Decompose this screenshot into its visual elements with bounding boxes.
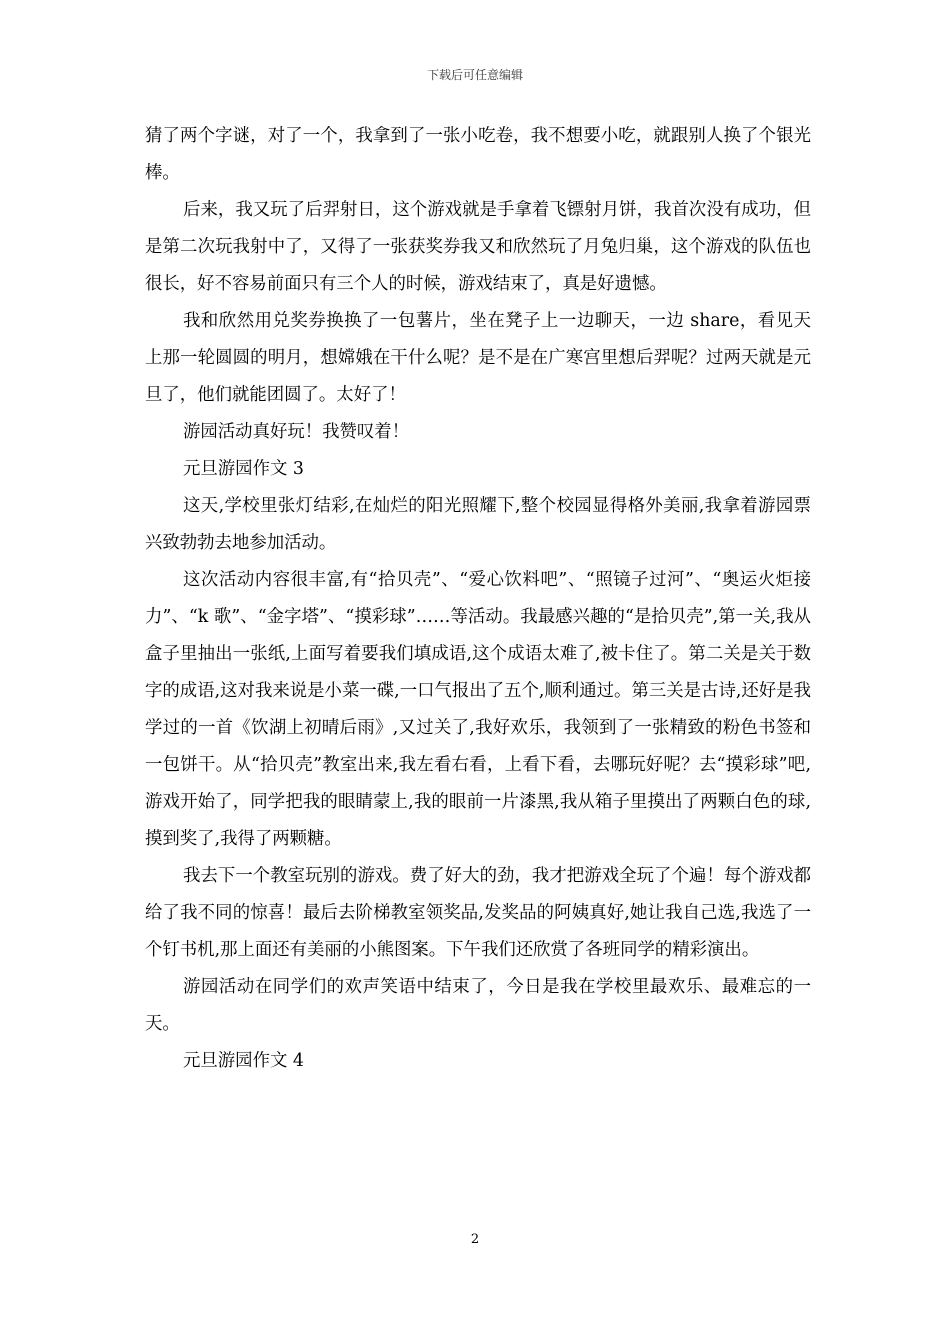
paragraph: 猜了两个字谜，对了一个，我拿到了一张小吃卷，我不想要小吃，就跟别人换了个银光棒。 — [145, 126, 811, 183]
paragraph: 后来，我又玩了后羿射日，这个游戏就是手拿着飞镖射月饼，我首次没有成功，但是第二次玩我射中了，又得了一张获奖券我又和欣然玩了月兔归巢，这个游戏的队伍也很长，好不容易前面只有三个人的时候，游戏结束了，真是好遗憾。 — [145, 200, 811, 294]
paragraph: 我去下一个教室玩别的游戏。费了好大的劲，我才把游戏全玩了个遍！每个游戏都给了我不同的惊喜！最后去阶梯教室领奖品,发奖品的阿姨真好,她让我自己选,我选了一个钉书机,那上面还有美丽的小熊图案。下午我们还欣赏了各班同学的精彩演出。 — [145, 866, 811, 960]
paragraph: 游园活动在同学们的欢声笑语中结束了，今日是我在学校里最欢乐、最难忘的一天。 — [145, 977, 811, 1034]
paragraph: 这次活动内容很丰富,有“拾贝壳”、“爱心饮料吧”、“照镜子过河”、“奥运火炬接力”、“k 歌”、“金字塔”、“摸彩球”……等活动。我最感兴趣的“是拾贝壳”,第一关,我从盒子里抽出一张纸,上面写着要我们填成语,这个成语太难了,被卡住了。第二关是关于数字的成语,这对我来说是小菜一碟,一口气报出了五个,顺利通过。第三关是古诗,还好是我学过的一首《饮湖上初晴后雨》,又过关了,我好欢乐，我领到了一张精致的粉色书签和一包饼干。从“拾贝壳”教室出来,我左看右看，上看下看，去哪玩好呢？去“摸彩球”吧,游戏开始了，同学把我的眼睛蒙上,我的眼前一片漆黑,我从箱子里摸出了两颗白色的球,摸到奖了,我得了两颗糖。 — [145, 570, 811, 849]
paragraph: 游园活动真好玩！我赞叹着！ — [183, 422, 410, 442]
paragraph: 这天,学校里张灯结彩,在灿烂的阳光照耀下,整个校园显得格外美丽,我拿着游园票兴致勃勃去地参加活动。 — [145, 496, 811, 553]
page-number: 2 — [470, 1232, 480, 1247]
section-heading: 元旦游园作文 4 — [183, 1051, 304, 1071]
document-body — [145, 118, 811, 1080]
paragraph: 我和欣然用兑奖券换换了一包薯片，坐在凳子上一边聊天，一边 share，看见天上那一轮圆圆的明月，想嫦娥在干什么呢？是不是在广寒宫里想后羿呢？过两天就是元旦了，他们就能团圆了。太好了！ — [145, 311, 811, 405]
section-heading: 元旦游园作文 3 — [183, 459, 304, 479]
page-header: 下载后可任意编辑 — [426, 68, 523, 82]
